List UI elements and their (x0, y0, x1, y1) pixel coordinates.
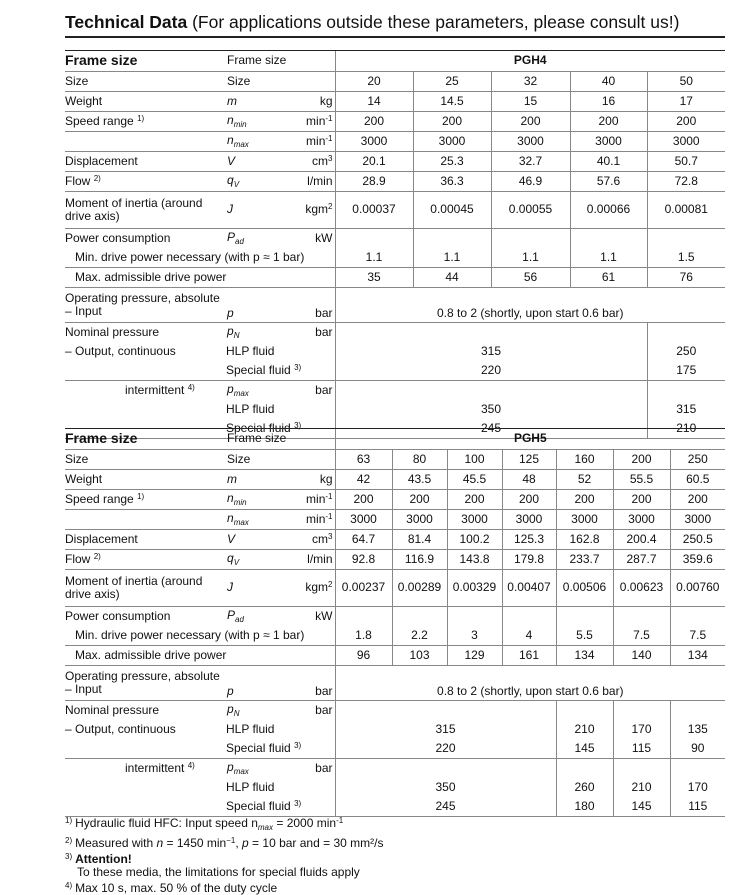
table-cell: p (225, 288, 295, 323)
nominal-pressure-row (65, 323, 725, 343)
table-cell: $\min^{-1}$ (295, 490, 335, 510)
table-cell: 0.00045 (413, 192, 491, 229)
header-row (65, 51, 725, 72)
table-cell (556, 759, 613, 779)
table-cell (491, 229, 570, 249)
table-cell: 25.3 (413, 152, 491, 172)
speed-min-row (65, 112, 725, 132)
table-cell: 3000 (447, 510, 502, 530)
table-cell: 7.5 (613, 626, 670, 646)
table-cell: 63 (335, 450, 392, 470)
table-cell: 52 (556, 470, 613, 490)
table-cell: Max. admissible drive power (65, 646, 335, 666)
table-cell: p (225, 666, 295, 701)
table-cell: J (225, 570, 295, 607)
cont-hlp-row (65, 720, 725, 739)
table-cell: 96 (335, 646, 392, 666)
table-cell: kW (295, 607, 335, 627)
table-cell: 3000 (670, 510, 725, 530)
table-cell (670, 701, 725, 721)
table-cell: J (225, 192, 295, 229)
table-cell: $cm^3$ (295, 530, 335, 550)
table-cell: $cm^3$ (295, 152, 335, 172)
table-cell: 3 (447, 626, 502, 646)
table-cell: bar (295, 381, 335, 401)
min-power-row (65, 248, 725, 268)
table-cell (65, 510, 225, 530)
table-cell (447, 607, 502, 627)
table-cell: 43.5 (392, 470, 447, 490)
table-cell: 35 (335, 268, 413, 288)
table-cell: $P_{ad}$ (225, 229, 295, 249)
max-power-row (65, 268, 725, 288)
int-hlp-row (65, 400, 725, 419)
table-cell (335, 381, 647, 401)
table-cell: 0.00760 (670, 570, 725, 607)
table-cell: bar (295, 759, 335, 779)
table-cell: bar (295, 701, 335, 721)
table-cell: 3000 (335, 510, 392, 530)
table-cell: 1.8 (335, 626, 392, 646)
table-cell: Special fluid $^{3)}$ (225, 419, 335, 439)
table-cell: Power consumption (65, 229, 225, 249)
table-cell: 200 (447, 490, 502, 510)
table-cell: $q_V$ (225, 550, 295, 570)
flow-row (65, 550, 725, 570)
table-cell: Special fluid $^{3)}$ (226, 740, 302, 755)
table-cell: Power consumption (65, 607, 225, 627)
table-cell: 7.5 (670, 626, 725, 646)
nominal-pressure-row (65, 701, 725, 721)
table-cell (613, 701, 670, 721)
power-row (65, 229, 725, 249)
weight-cell: 14 (335, 92, 413, 112)
table-cell: 3000 (413, 132, 491, 152)
table-cell (65, 739, 225, 759)
table-cell (335, 607, 392, 627)
table-cell (613, 759, 670, 779)
table-cell: 0.00623 (613, 570, 670, 607)
table-cell: Displacement (65, 152, 225, 172)
series-name: PGH4 (335, 51, 725, 72)
table-cell: Special fluid $^{3)}$ (225, 797, 335, 817)
power-row (65, 607, 725, 627)
table-cell (295, 51, 335, 72)
speed-max-row (65, 510, 725, 530)
table-cell: 36.3 (413, 172, 491, 192)
table-cell: kg (295, 470, 335, 490)
table-cell: Weight (65, 92, 225, 112)
table-cell: 3000 (570, 132, 647, 152)
table-cell: Speed range $^{1)}$ (65, 490, 225, 510)
table-cell: Moment of inertia (around drive axis) (65, 570, 225, 607)
table-cell (392, 607, 447, 627)
weight-cell: 14.5 (413, 92, 491, 112)
table-cell: 1.1 (491, 248, 570, 268)
table-cell: 80 (392, 450, 447, 470)
cont-hlp-row (65, 342, 725, 361)
table-cell: 315 (647, 400, 725, 419)
displacement-row (65, 530, 725, 550)
input-pressure-row (65, 288, 725, 323)
table-cell: 180 (556, 797, 613, 817)
table-cell: 1.1 (413, 248, 491, 268)
table-cell: 315 (335, 720, 556, 739)
table-cell: 3000 (613, 510, 670, 530)
table-cell: Size (225, 72, 295, 92)
table-cell: 100.2 (447, 530, 502, 550)
table-cell: 220 (335, 361, 647, 381)
table-cell: HLP fluid (226, 401, 275, 416)
table-cell: 134 (670, 646, 725, 666)
table-cell: 1.1 (570, 248, 647, 268)
table-cell: 200 (670, 490, 725, 510)
table-cell: Size (65, 450, 225, 470)
weight-cell: 17 (647, 92, 725, 112)
table-cell: 92.8 (335, 550, 392, 570)
table-cell (335, 229, 413, 249)
table-cell: 76 (647, 268, 725, 288)
table-cell: 72.8 (647, 172, 725, 192)
table-cell: 0.00506 (556, 570, 613, 607)
table-cell: 200 (392, 490, 447, 510)
table-cell: 200 (613, 490, 670, 510)
table-cell: Nominal pressure (65, 701, 225, 721)
table-cell: 250.5 (670, 530, 725, 550)
series-name: PGH5 (335, 429, 725, 450)
table-cell: 61 (570, 268, 647, 288)
table-cell: $n_{min}$ (225, 112, 295, 132)
size-cell: 32 (491, 72, 570, 92)
table-cell: Moment of inertia (around drive axis) (65, 192, 225, 229)
table-cell: 45.5 (447, 470, 502, 490)
flow-row (65, 172, 725, 192)
table-cell: 32.7 (491, 152, 570, 172)
max-power-row (65, 646, 725, 666)
table-cell: 200 (647, 112, 725, 132)
inertia-row (65, 192, 725, 229)
table-cell: 200 (491, 112, 570, 132)
table-cell: 210 (647, 419, 725, 439)
table-cell: 4 (502, 626, 556, 646)
table-cell: Max. admissible drive power (65, 268, 335, 288)
table-cell: 64.7 (335, 530, 392, 550)
table-cell: 179.8 (502, 550, 556, 570)
table-cell (647, 229, 725, 249)
table-cell: 200.4 (613, 530, 670, 550)
footnote-3-text: To these media, the limitations for special fluids apply (77, 865, 360, 879)
table-cell: 3000 (335, 132, 413, 152)
weight-cell: 16 (570, 92, 647, 112)
table-cell: 200 (413, 112, 491, 132)
table-cell: 170 (670, 778, 725, 797)
table-cell (335, 759, 556, 779)
table-cell: Weight (65, 470, 225, 490)
table-cell: 3000 (502, 510, 556, 530)
table-cell: $P_{ad}$ (225, 607, 295, 627)
table-cell: Displacement (65, 530, 225, 550)
table-cell (670, 607, 725, 627)
table-cell: 175 (647, 361, 725, 381)
table-cell: 134 (556, 646, 613, 666)
table-cell: 55.5 (613, 470, 670, 490)
footnote-3: $^{3)}$ Attention! (65, 852, 132, 866)
table-cell (65, 400, 225, 419)
table-cell: m (225, 92, 295, 112)
table-cell: 350 (335, 400, 647, 419)
table-cell: 50.7 (647, 152, 725, 172)
inertia-row (65, 570, 725, 607)
table-cell (556, 701, 613, 721)
table-cell: 143.8 (447, 550, 502, 570)
table-cell: Special fluid $^{3)}$ (226, 362, 302, 377)
table-cell: 46.9 (491, 172, 570, 192)
frame-size-label: Frame size (65, 51, 225, 72)
table-cell (502, 607, 556, 627)
table-cell: 0.8 to 2 (shortly, upon start 0.6 bar) (335, 666, 725, 701)
table-cell: 116.9 (392, 550, 447, 570)
table-cell: $n_{min}$ (225, 490, 295, 510)
table-cell: 245 (335, 419, 647, 439)
table-cell (335, 701, 556, 721)
footnote-1: $^{1)}$ Hydraulic fluid HFC: Input speed $n_{max} = 2000$ $\min^{-1}$ (65, 816, 344, 832)
table-cell: 170 (613, 720, 670, 739)
int-hlp-row (65, 778, 725, 797)
table-cell: kgm$^2$ (295, 570, 335, 607)
table-cell: 57.6 (570, 172, 647, 192)
table-cell: V (225, 152, 295, 172)
table-cell (335, 323, 647, 343)
table-cell: Frame size (65, 429, 225, 450)
table-cell (613, 607, 670, 627)
footnote-2: $^{2)}$ Measured with n = 1450 $\min^{-1}$, p = 10 bar and = 30 mm²/s (65, 836, 384, 850)
table-cell: 200 (335, 112, 413, 132)
table-cell: intermittent $^{4)}$ (65, 381, 225, 401)
table-cell: – Output, continuous (65, 721, 176, 736)
table-cell: Operating pressure, absolute – Input (65, 666, 225, 701)
table-cell: 0.00329 (447, 570, 502, 607)
table-cell: 135 (670, 720, 725, 739)
table-cell: – Output, continuous (65, 343, 176, 358)
table-cell: 28.9 (335, 172, 413, 192)
table-cell: 3000 (392, 510, 447, 530)
table-cell: $q_V$ (225, 172, 295, 192)
input-pressure-row (65, 666, 725, 701)
table-cell: 103 (392, 646, 447, 666)
table-cell: 0.00407 (502, 570, 556, 607)
table-cell (413, 229, 491, 249)
table-cell: 1.5 (647, 248, 725, 268)
table-cell: $p_{max}$ (225, 381, 295, 401)
table-cell: kW (295, 229, 335, 249)
table-cell: kg (295, 92, 335, 112)
table-cell: 210 (556, 720, 613, 739)
header-row (65, 429, 725, 450)
table-cell: 210 (613, 778, 670, 797)
table-cell: Flow $^{2)}$ (65, 550, 225, 570)
table-cell: HLP fluid (226, 343, 275, 358)
table-cell: 125 (502, 450, 556, 470)
table-cell (556, 607, 613, 627)
min-power-row (65, 626, 725, 646)
footnote-4: $^{4)}$ Max 10 s, max. 50 % of the duty cycle (65, 881, 278, 895)
table-cell: bar (295, 323, 335, 343)
table-cell: Min. drive power necessary (with p ≈ 1 bar) (75, 627, 305, 642)
table-cell (295, 72, 335, 92)
size-row (65, 72, 725, 92)
table-cell: $n_{max}$ (225, 510, 295, 530)
table-cell: 145 (556, 739, 613, 759)
table-cell: 287.7 (613, 550, 670, 570)
table-cell: Nominal pressure (65, 323, 225, 343)
int-symbol-row (65, 381, 725, 401)
table-cell: 115 (613, 739, 670, 759)
table-cell: 40.1 (570, 152, 647, 172)
weight-row (65, 92, 725, 112)
table-cell (65, 778, 225, 797)
table-cell: 315 (335, 342, 647, 361)
table-cell: $p_{max}$ (225, 759, 295, 779)
table-cell (295, 429, 335, 450)
table-cell: 140 (613, 646, 670, 666)
table-cell: HLP fluid (226, 721, 275, 736)
table-cell: 161 (502, 646, 556, 666)
table-cell: $p_N$ (225, 701, 295, 721)
table-cell (647, 323, 725, 343)
table-cell: 200 (556, 490, 613, 510)
title-divider (65, 36, 725, 38)
pgh5-table (65, 428, 725, 817)
table-cell: 100 (447, 450, 502, 470)
pgh4-table (65, 50, 725, 439)
table-cell (65, 132, 225, 152)
table-cell: 0.8 to 2 (shortly, upon start 0.6 bar) (335, 288, 725, 323)
table-cell: Size (225, 450, 295, 470)
table-cell: 0.00081 (647, 192, 725, 229)
speed-max-row (65, 132, 725, 152)
displacement-row (65, 152, 725, 172)
table-cell: 233.7 (556, 550, 613, 570)
table-cell: HLP fluid (226, 779, 275, 794)
table-cell: intermittent $^{4)}$ (65, 759, 225, 779)
table-cell: $\min^{-1}$ (295, 132, 335, 152)
table-cell: 90 (670, 739, 725, 759)
table-cell: 0.00289 (392, 570, 447, 607)
table-cell: 125.3 (502, 530, 556, 550)
table-cell: 200 (335, 490, 392, 510)
weight-row (65, 470, 725, 490)
table-cell: 200 (570, 112, 647, 132)
page-title: Technical Data (For applications outside these parameters, please consult us!) (65, 12, 680, 32)
table-cell: 20.1 (335, 152, 413, 172)
table-cell: bar (295, 666, 335, 701)
weight-cell: 15 (491, 92, 570, 112)
table-cell: 245 (335, 797, 556, 817)
table-cell: Min. drive power necessary (with p ≈ 1 bar) (75, 249, 305, 264)
table-cell: 145 (613, 797, 670, 817)
table-cell: m (225, 470, 295, 490)
table-cell: Flow $^{2)}$ (65, 172, 225, 192)
cont-special-row (65, 361, 725, 381)
table-cell: $\min^{-1}$ (295, 510, 335, 530)
table-cell: 250 (647, 342, 725, 361)
table-cell: Size (65, 72, 225, 92)
table-cell: 200 (613, 450, 670, 470)
speed-min-row (65, 490, 725, 510)
table-cell: $p_N$ (225, 323, 295, 343)
table-cell: 3000 (491, 132, 570, 152)
table-cell: l/min (295, 550, 335, 570)
table-cell (670, 759, 725, 779)
table-cell: Frame size (225, 429, 295, 450)
table-cell (65, 361, 225, 381)
table-cell: 250 (670, 450, 725, 470)
table-cell: 5.5 (556, 626, 613, 646)
table-cell: 44 (413, 268, 491, 288)
int-symbol-row (65, 759, 725, 779)
table-cell: 3000 (556, 510, 613, 530)
table-cell: 220 (335, 739, 556, 759)
table-cell: kgm$^2$ (295, 192, 335, 229)
frame-size-symbol: Frame size (225, 51, 295, 72)
table-cell: 160 (556, 450, 613, 470)
table-cell: 0.00055 (491, 192, 570, 229)
table-cell: $\min^{-1}$ (295, 112, 335, 132)
table-cell: 260 (556, 778, 613, 797)
table-cell: Operating pressure, absolute – Input (65, 288, 225, 323)
table-cell: 0.00037 (335, 192, 413, 229)
table-cell: 350 (335, 778, 556, 797)
table-cell: 162.8 (556, 530, 613, 550)
size-cell: 20 (335, 72, 413, 92)
cont-special-row (65, 739, 725, 759)
size-cell: 25 (413, 72, 491, 92)
size-cell: 40 (570, 72, 647, 92)
table-cell: 1.1 (335, 248, 413, 268)
table-cell: l/min (295, 172, 335, 192)
table-cell: 0.00237 (335, 570, 392, 607)
table-cell: $n_{max}$ (225, 132, 295, 152)
table-cell: 2.2 (392, 626, 447, 646)
table-cell: 60.5 (670, 470, 725, 490)
table-cell: 115 (670, 797, 725, 817)
table-cell: 0.00066 (570, 192, 647, 229)
size-cell: 50 (647, 72, 725, 92)
table-cell: 200 (502, 490, 556, 510)
table-cell (570, 229, 647, 249)
table-cell: 56 (491, 268, 570, 288)
table-cell (647, 381, 725, 401)
table-cell: V (225, 530, 295, 550)
table-cell: Speed range $^{1)}$ (65, 112, 225, 132)
table-cell: 129 (447, 646, 502, 666)
footnotes (65, 814, 383, 895)
table-cell (295, 450, 335, 470)
table-cell: bar (295, 288, 335, 323)
table-cell: 48 (502, 470, 556, 490)
table-cell: 3000 (647, 132, 725, 152)
table-cell: 81.4 (392, 530, 447, 550)
table-cell: 42 (335, 470, 392, 490)
size-row (65, 450, 725, 470)
table-cell: 359.6 (670, 550, 725, 570)
